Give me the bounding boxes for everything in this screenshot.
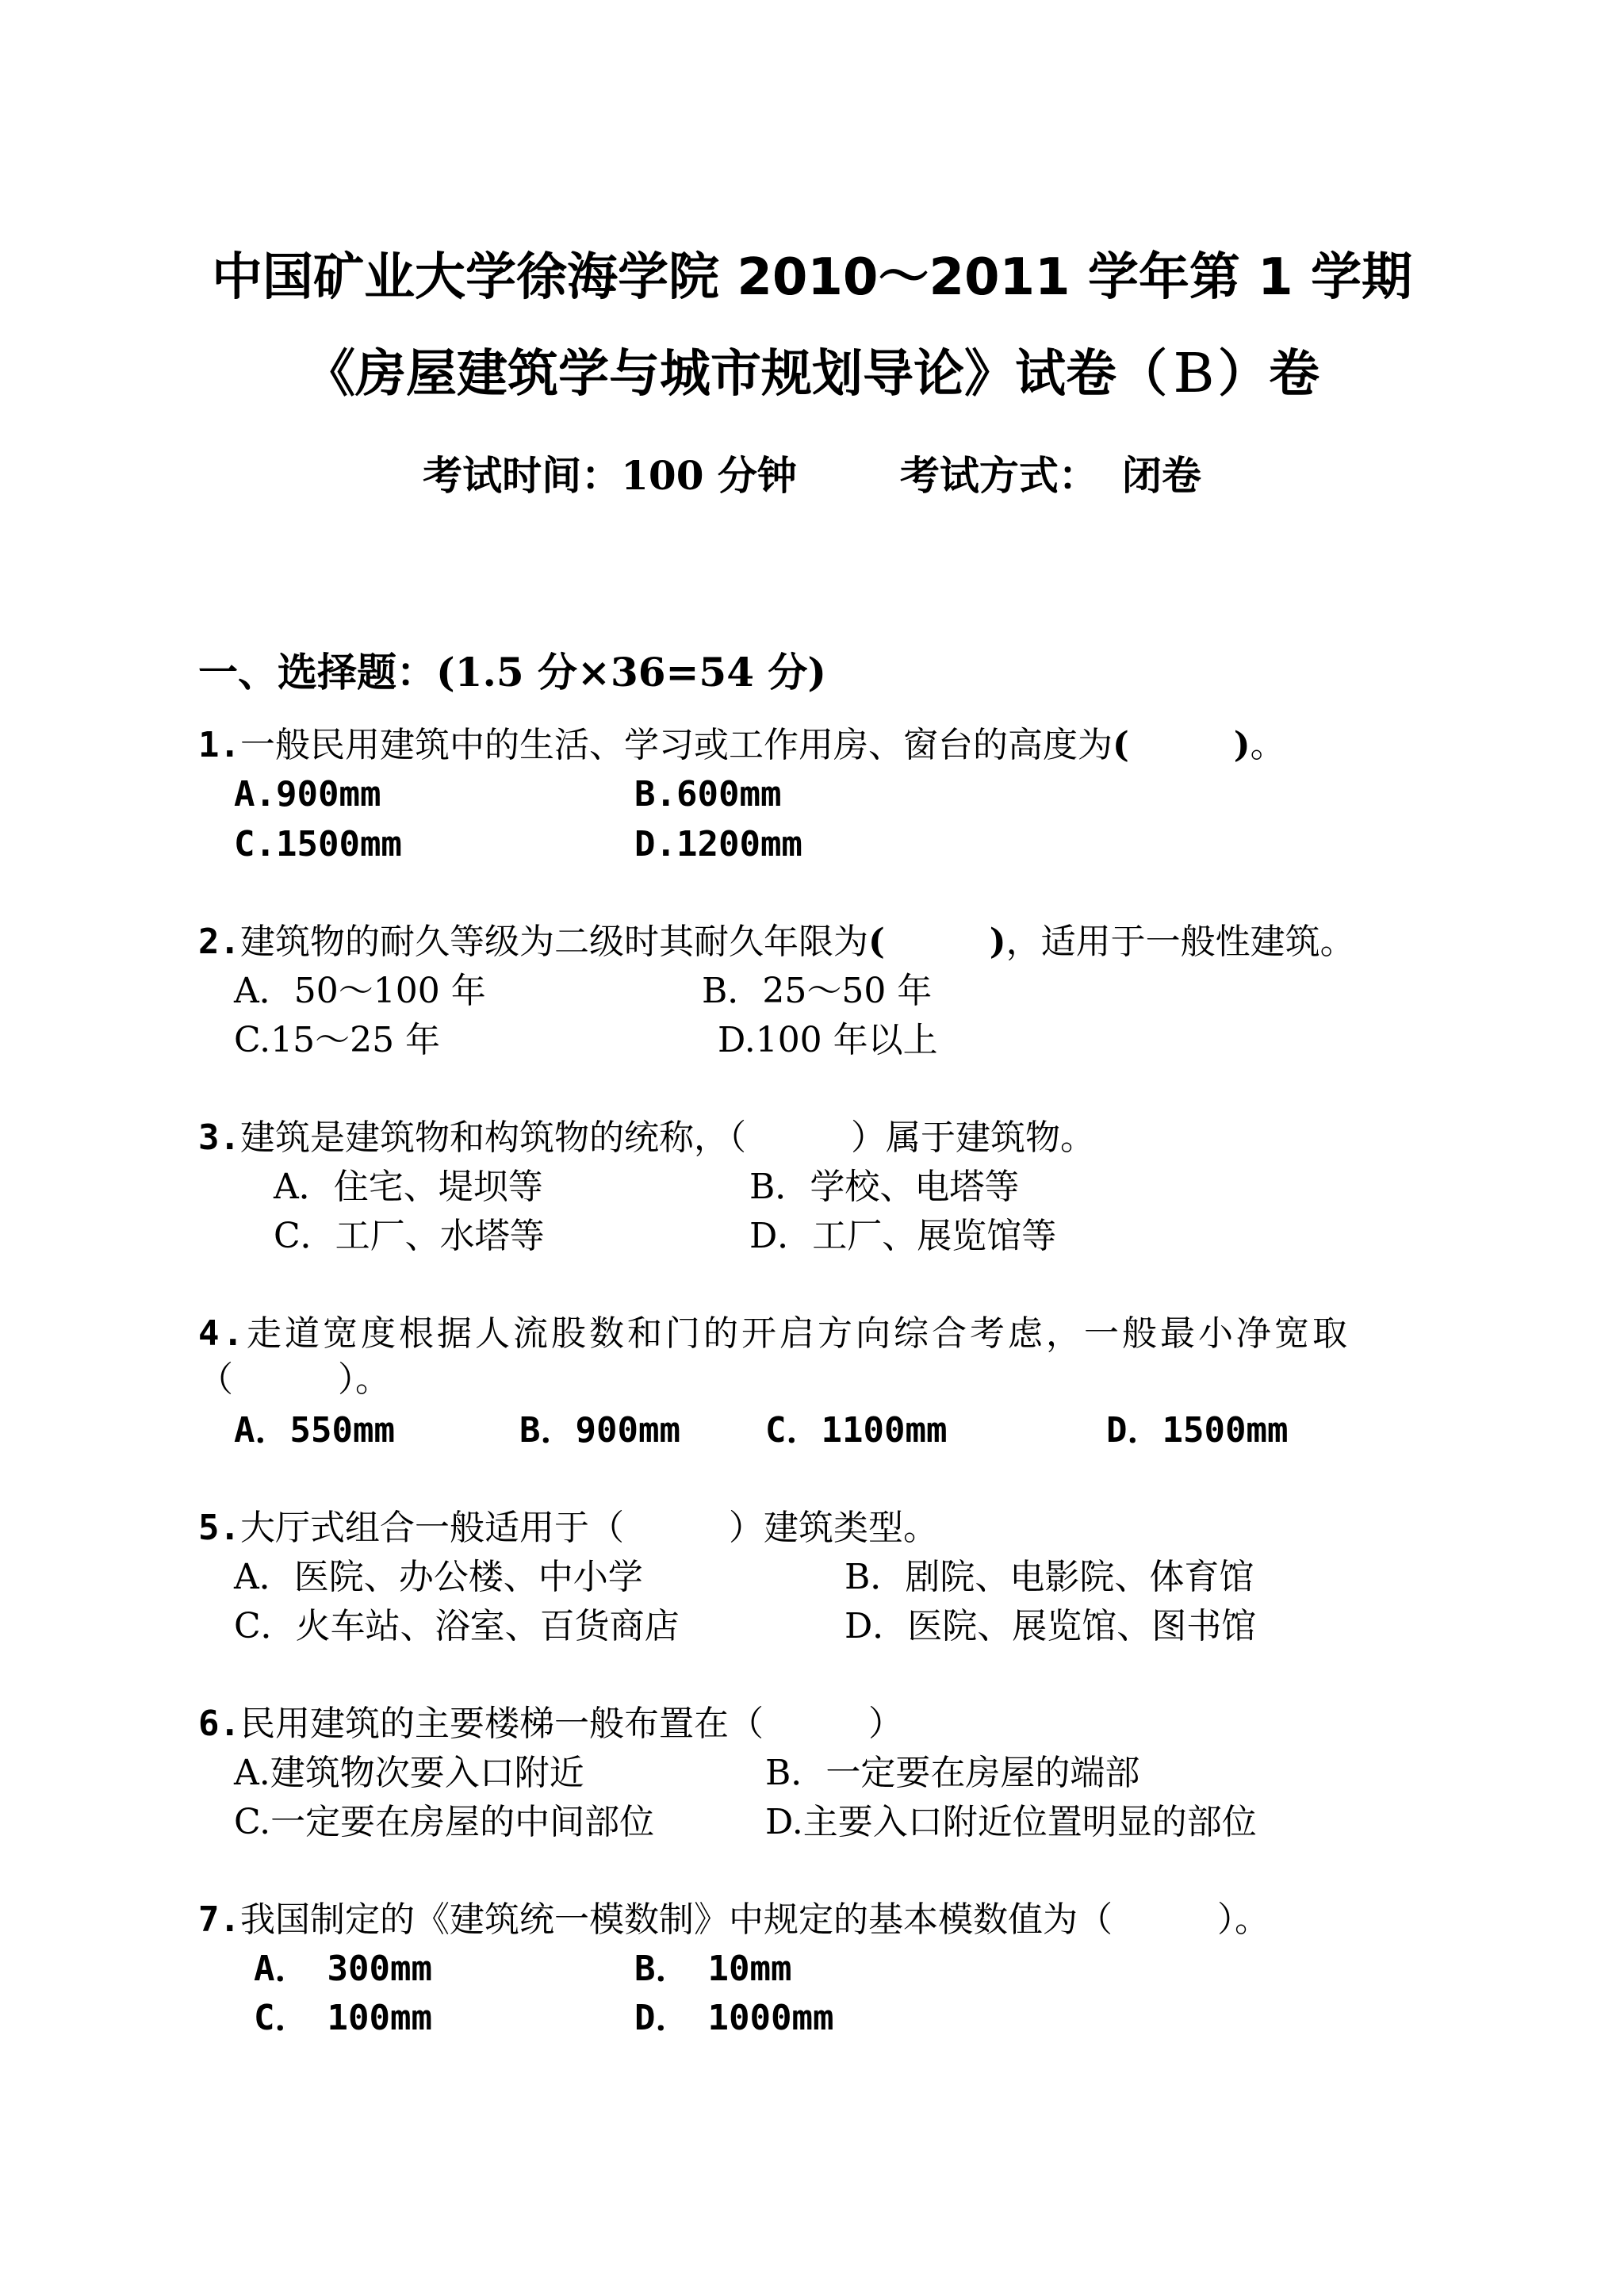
question-5-option-d: D．医院、展览馆、图书馆 [845,1606,1257,1646]
question-text: 一般民用建筑中的生活、学习或工作用房、窗台的高度为 [239,725,1113,765]
question-number: 7. [198,1899,240,1940]
question-2-option-b: B．25～50 年 [702,971,933,1011]
question-7-option-c: C． 100mm [254,1998,432,2038]
section-title: 一、选择题：(1.5 分×36=54 分) [198,649,827,696]
question-4-option-c: C．1100mm [765,1410,948,1451]
exam-title-line1: 中国矿业大学徐海学院 2010～2011 学年第 1 学期 [212,248,1412,307]
question-7-stem [198,1899,1270,1940]
question-6-option-a: A.建筑物次要入口附近 [234,1753,584,1793]
question-number: 6. [198,1704,240,1744]
question-1-option-b: B.600mm [634,774,782,814]
question-text: 大厅式组合一般适用于（ ）建筑类型。 [239,1508,938,1548]
question-text: 走道宽度根据人流股数和门的开启方向综合考虑，一般最小净宽取 [246,1313,1350,1354]
question-3-option-a: A．住宅、堤坝等 [274,1167,543,1207]
question-7-option-a: A． 300mm [254,1949,432,1989]
question-1-option-c: C.1500mm [234,824,402,864]
question-4-stem-line2: （ ）。 [198,1359,390,1400]
exam-mode-label: 考试方式： [899,452,1098,499]
question-2-option-a: A．50～100 年 [234,971,486,1011]
question-4-stem [198,1313,1350,1354]
question-1-stem [198,725,1285,765]
question-5-stem [198,1508,938,1548]
question-3-option-d: D．工厂、展览馆等 [749,1216,1057,1256]
question-4-option-d: D．1500mm [1106,1410,1289,1451]
exam-title-line2: 《房屋建筑学与城市规划导论》试卷（Ｂ）卷 [304,345,1320,404]
exam-info [0,444,1624,501]
question-text: 建筑物的耐久等级为二级时其耐久年限为 [239,922,868,962]
question-6-stem [198,1704,903,1744]
question-4-option-b: B．900mm [519,1410,680,1451]
question-number: 3. [198,1117,240,1158]
answer-blank: ( ) [868,922,1006,962]
question-7-option-b: B． 10mm [634,1949,792,1989]
question-text: 建筑是建筑物和构筑物的统称，（ ）属于建筑物。 [239,1117,1095,1158]
question-6-option-d: D.主要入口附近位置明显的部位 [765,1802,1257,1842]
question-5-option-b: B．剧院、电影院、体育馆 [845,1557,1254,1597]
question-text: 民用建筑的主要楼梯一般布置在（ ） [239,1704,903,1744]
exam-mode-value: 闭卷 [1121,452,1201,499]
question-4-option-a: A．550mm [234,1410,395,1451]
question-2-option-c: C.15～25 年 [234,1020,441,1060]
question-2-stem [198,922,1355,962]
question-number: 2. [198,922,240,962]
question-number: 1. [198,725,240,765]
question-number: 4. [198,1313,247,1354]
question-text: 我国制定的《建筑统一模数制》中规定的基本模数值为（ ）。 [239,1899,1270,1940]
question-text-end: ，适用于一般性建筑。 [1005,922,1355,962]
question-1-option-d: D.1200mm [634,824,802,864]
question-3-option-c: C．工厂、水塔等 [274,1216,545,1256]
question-6-option-b: B．一定要在房屋的端部 [765,1753,1140,1793]
question-5-option-c: C．火车站、浴室、百货商店 [234,1606,680,1646]
question-7-option-d: D． 1000mm [634,1998,834,2038]
question-number: 5. [198,1508,240,1548]
question-6-option-c: C.一定要在房屋的中间部位 [234,1802,655,1842]
question-5-option-a: A．医院、办公楼、中小学 [234,1557,643,1597]
question-1-option-a: A.900mm [234,774,381,814]
exam-time: 考试时间：100 分钟 [423,452,797,499]
answer-blank: ( ) [1112,725,1251,765]
question-3-option-b: B．学校、电塔等 [749,1167,1020,1207]
question-text-end: 。 [1250,725,1285,765]
question-3-stem [198,1117,1095,1158]
question-2-option-d: D.100 年以上 [718,1020,938,1060]
